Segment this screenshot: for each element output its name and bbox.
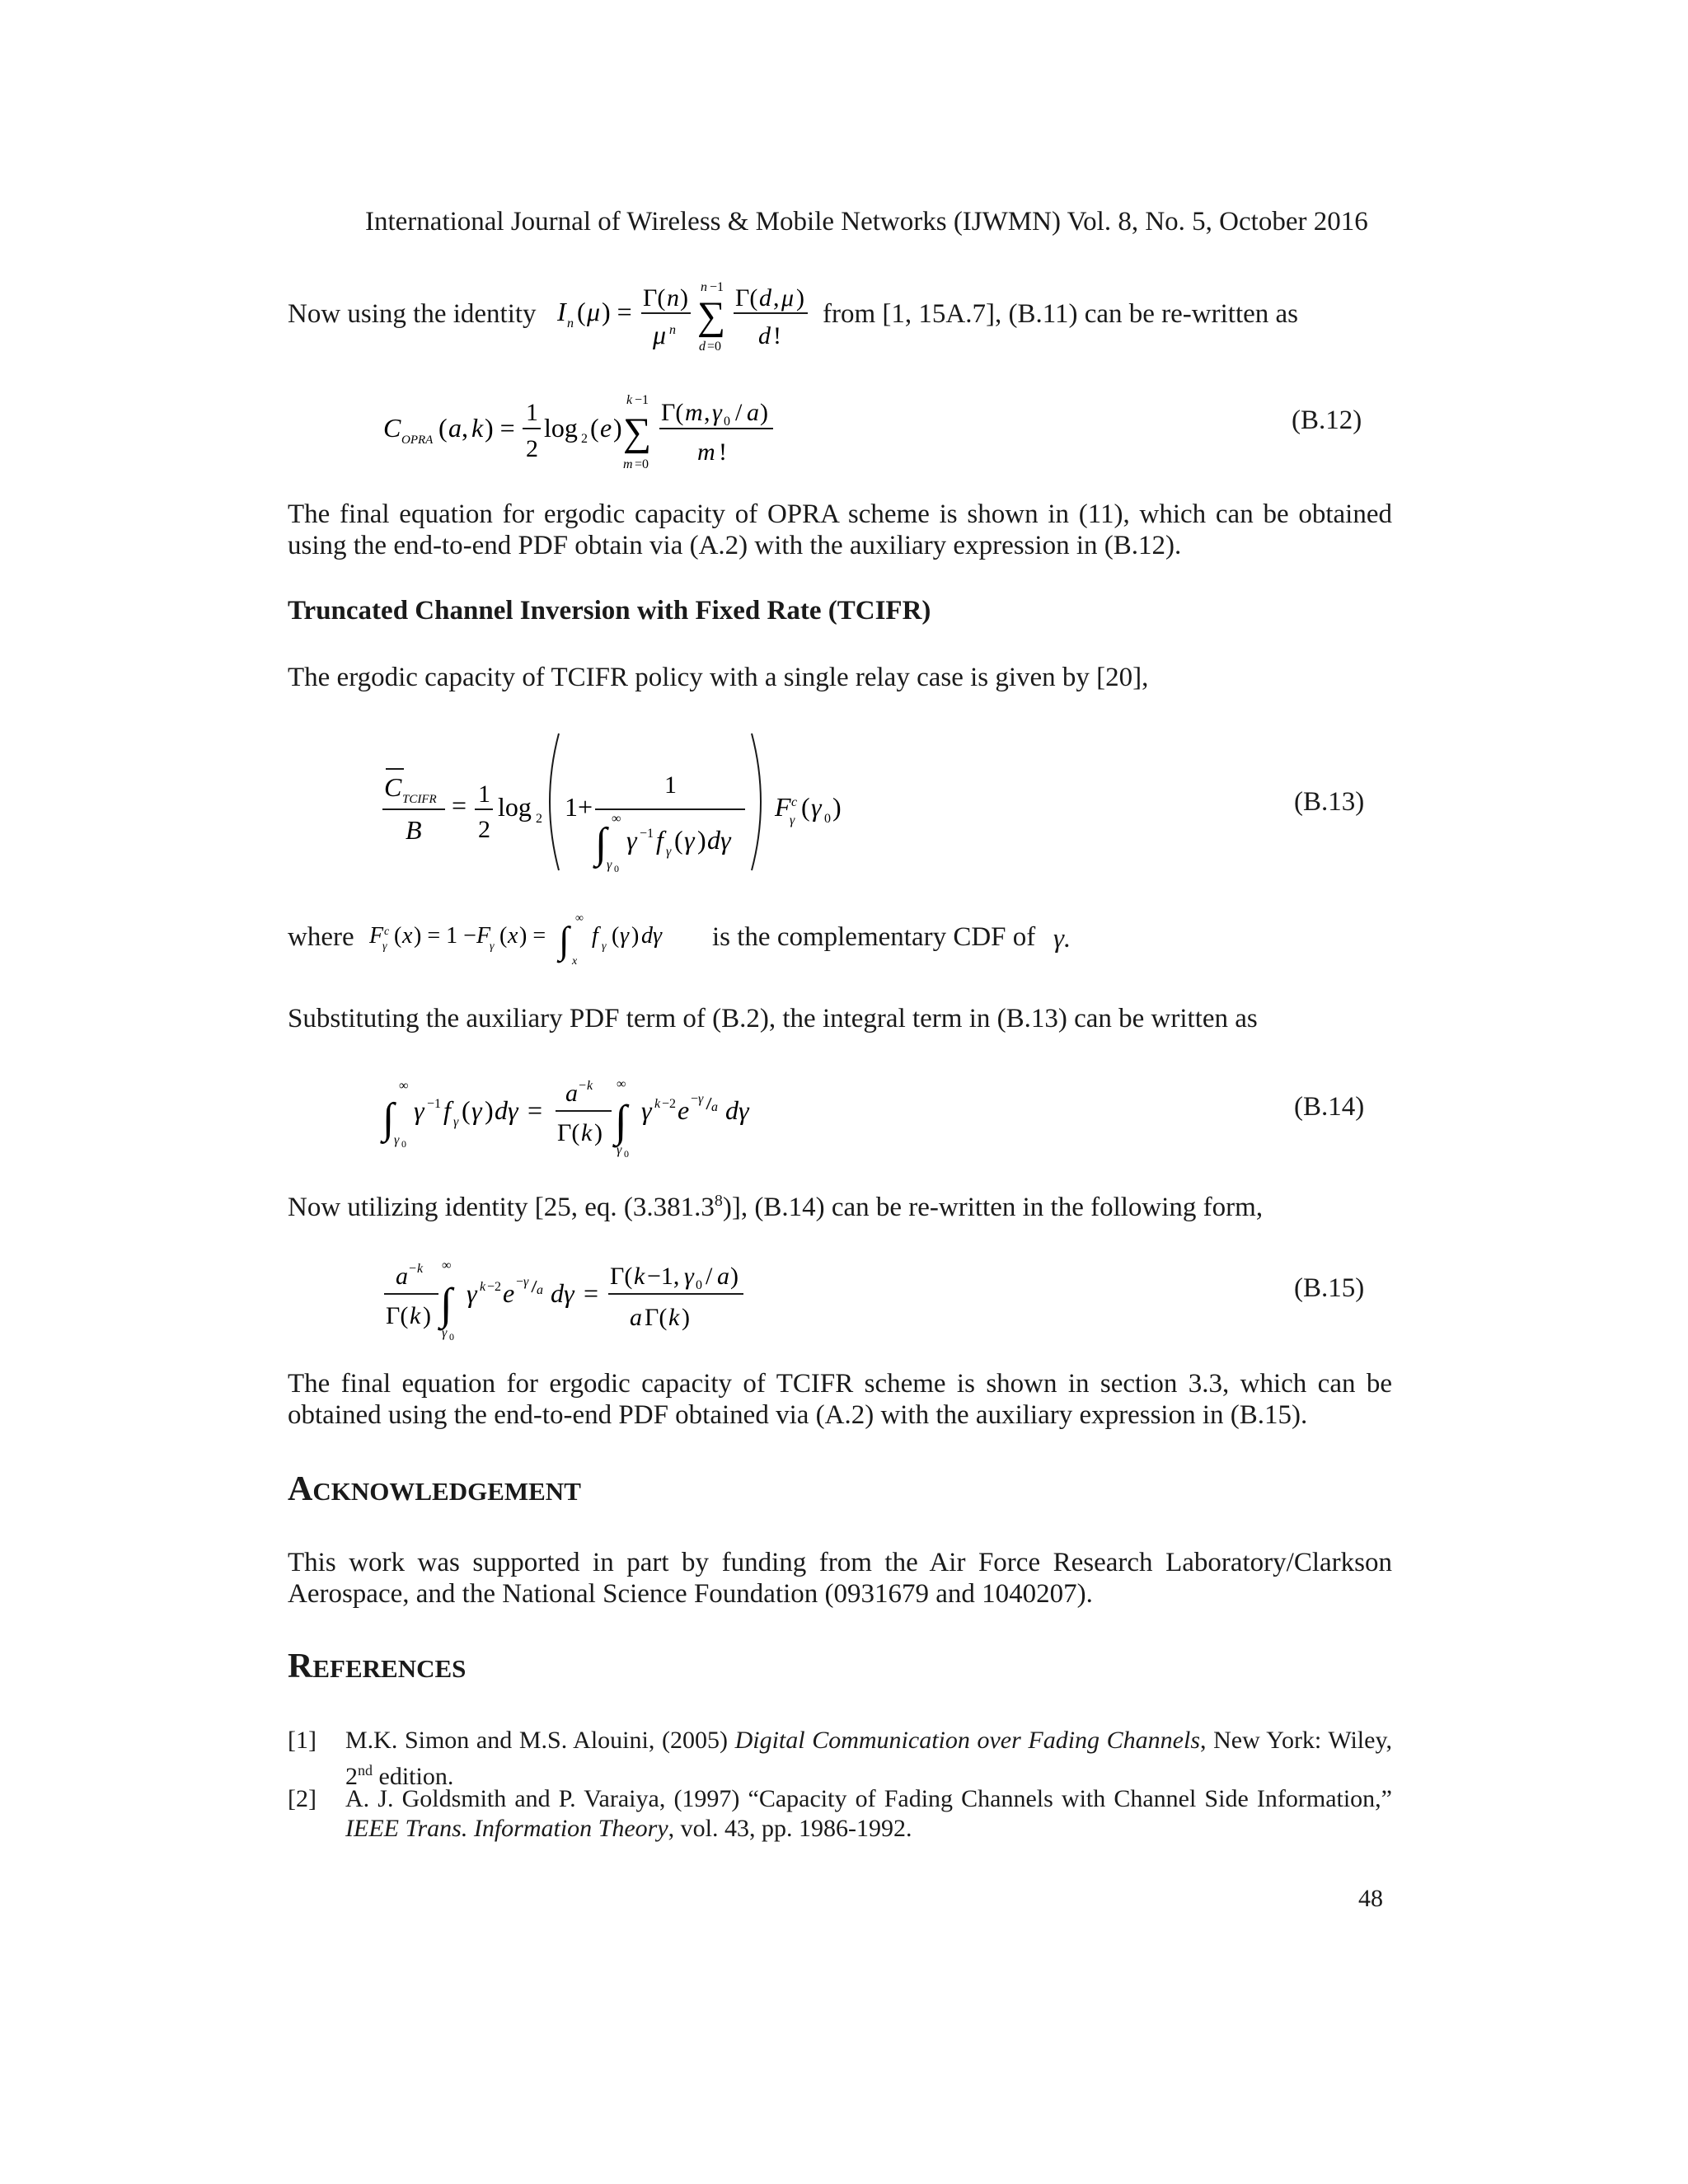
paragraph-tcifr-intro: The ergodic capacity of TCIFR policy with a single relay case is given by [20], — [288, 663, 1149, 692]
svg-text:f: f — [443, 1095, 451, 1125]
svg-text:k: k — [654, 1097, 661, 1111]
section-heading-references — [288, 1647, 466, 1686]
svg-text:γ: γ — [490, 940, 495, 953]
svg-text:−: − — [409, 1262, 417, 1276]
svg-text:∑: ∑ — [697, 294, 726, 338]
svg-text:γ: γ — [684, 825, 695, 855]
reference-number: [2] — [288, 1785, 316, 1812]
svg-text:a: a — [396, 1263, 408, 1290]
svg-text:): ) — [796, 284, 804, 312]
where-suffix: is the complementary CDF of — [712, 922, 1036, 952]
svg-text:Γ(: Γ( — [610, 1263, 633, 1290]
svg-text:log: log — [498, 792, 532, 822]
svg-text:γ: γ — [617, 1143, 622, 1157]
equation-b15 — [379, 1251, 758, 1350]
svg-text:F: F — [369, 923, 384, 949]
svg-text:a: a — [565, 1080, 578, 1107]
reference-details: , vol. 43, pp. 1986-1992. — [668, 1815, 912, 1842]
svg-text:γ: γ — [442, 1326, 448, 1340]
svg-text:e: e — [600, 413, 612, 443]
svg-text:): ) — [485, 1095, 494, 1125]
svg-text:(: ( — [499, 923, 508, 949]
reference-superscript: nd — [358, 1762, 373, 1779]
svg-text:=: = — [584, 1278, 599, 1308]
svg-text:γ: γ — [607, 858, 612, 872]
reference-edition: edition. — [373, 1763, 454, 1790]
equation-number-b13: (B.13) — [1294, 787, 1365, 817]
svg-text:−2: −2 — [487, 1280, 502, 1294]
svg-text:γ: γ — [712, 399, 722, 426]
svg-text:γ: γ — [467, 1278, 477, 1308]
svg-text:γ: γ — [382, 940, 387, 953]
paragraph-substituting: Substituting the auxiliary PDF term of (B.2), the integral term in (B.13) can be written as — [288, 1004, 1258, 1033]
reference-item — [288, 1726, 1392, 1792]
svg-text:=0: =0 — [635, 457, 649, 471]
svg-text:Γ(: Γ( — [557, 1119, 580, 1146]
svg-text:Γ(: Γ( — [735, 284, 758, 312]
svg-text:): ) — [697, 825, 706, 855]
complementary-cdf-equation — [363, 907, 709, 972]
svg-text:dγ: dγ — [725, 1095, 749, 1125]
paragraph-opra-final: The final equation for ergodic capacity of OPRA scheme is shown in (11), which can be obtained using the end-to-end PDF obtain via (A.2) with the auxiliary expression in (B.12). — [288, 499, 1392, 560]
svg-text:f: f — [592, 923, 598, 949]
svg-text:!: ! — [719, 438, 727, 466]
svg-text:γ: γ — [684, 1263, 694, 1290]
equation-b14 — [379, 1070, 767, 1160]
svg-text:1: 1 — [664, 771, 677, 799]
svg-text:n: n — [701, 280, 707, 294]
svg-text:μ: μ — [653, 320, 667, 349]
svg-text:TCIFR: TCIFR — [402, 793, 437, 806]
svg-text:γ: γ — [471, 1095, 482, 1125]
svg-text:γ: γ — [626, 825, 637, 855]
svg-text:n: n — [667, 284, 679, 312]
equation-b12 — [379, 387, 791, 478]
where-prefix: where — [288, 922, 354, 952]
svg-text:−1: −1 — [710, 280, 724, 294]
svg-text:γ: γ — [453, 1115, 459, 1129]
svg-text:1+: 1+ — [565, 792, 593, 822]
paragraph-utilizing-part-b: )], (B.14) can be re-written in the following form, — [722, 1193, 1264, 1222]
svg-text:(: ( — [462, 1095, 471, 1125]
svg-text:−2: −2 — [662, 1097, 677, 1111]
svg-text:=: = — [452, 790, 467, 820]
svg-text:−1: −1 — [640, 827, 654, 841]
svg-text:) =: ) = — [485, 413, 515, 443]
svg-text:I: I — [557, 297, 566, 326]
svg-text:d: d — [758, 322, 771, 349]
paragraph-utilizing-part-a: Now utilizing identity [25, eq. (3.381.3 — [288, 1193, 715, 1222]
svg-text:a: a — [537, 1283, 543, 1297]
svg-text:−1,: −1, — [647, 1263, 680, 1290]
svg-text:0: 0 — [696, 1278, 702, 1292]
svg-text:(: ( — [577, 297, 586, 326]
equation-b13 — [379, 724, 857, 880]
svg-text:a: a — [747, 399, 759, 426]
svg-text:k: k — [581, 1119, 593, 1146]
svg-text:2: 2 — [478, 816, 490, 843]
svg-text:γ: γ — [698, 1092, 704, 1106]
svg-text:∞: ∞ — [612, 812, 621, 826]
svg-text:−1: −1 — [427, 1097, 442, 1111]
svg-text:d: d — [699, 340, 706, 354]
svg-text:2: 2 — [536, 812, 542, 826]
equation-number-b15: (B.15) — [1294, 1273, 1365, 1303]
svg-text:−1: −1 — [635, 393, 649, 407]
svg-text:n: n — [567, 316, 574, 330]
svg-text:∞: ∞ — [442, 1258, 452, 1272]
svg-text:dγ: dγ — [551, 1278, 574, 1308]
svg-text:F: F — [775, 792, 791, 822]
svg-text:n: n — [669, 323, 676, 337]
svg-text:k: k — [410, 1302, 421, 1329]
svg-text:γ: γ — [790, 813, 795, 827]
svg-text:): ) — [730, 1263, 738, 1290]
svg-text:(: ( — [801, 792, 810, 822]
svg-text:d: d — [759, 284, 771, 312]
svg-text:(: ( — [674, 825, 683, 855]
svg-text:=: = — [528, 1095, 543, 1125]
svg-text:−: − — [516, 1275, 524, 1289]
svg-text:c: c — [384, 926, 390, 938]
svg-text:−: − — [691, 1092, 699, 1106]
svg-text:∫: ∫ — [382, 1095, 395, 1142]
svg-text:c: c — [791, 795, 798, 809]
reference-title: Digital Communication over Fading Channels — [734, 1727, 1201, 1754]
svg-text:1: 1 — [526, 399, 538, 426]
svg-text:F: F — [476, 923, 491, 949]
svg-text:): ) — [613, 413, 622, 443]
acknowledgement-initial: A — [288, 1470, 313, 1508]
reference-title: IEEE Trans. Information Theory — [345, 1815, 668, 1842]
svg-text:μ: μ — [781, 284, 795, 312]
svg-text:(: ( — [438, 413, 448, 443]
identity-line-suffix: from [1, 15A.7], (B.11) can be re-written as — [823, 299, 1299, 329]
svg-text:C: C — [384, 772, 402, 802]
svg-text:e: e — [678, 1095, 690, 1125]
svg-text:): ) — [631, 923, 640, 949]
svg-text:−: − — [579, 1079, 587, 1093]
paragraph-tcifr-final: The final equation for ergodic capacity of TCIFR scheme is shown in section 3.3, which can be obtained using the end-to-end PDF obtained via (A.2) with the auxiliary expression in (B.15). — [288, 1369, 1392, 1430]
svg-text:0: 0 — [614, 863, 619, 874]
svg-text:): ) — [760, 399, 768, 426]
svg-text:!: ! — [773, 322, 781, 349]
svg-text:dγ: dγ — [641, 923, 663, 949]
svg-text:m: m — [623, 457, 633, 471]
svg-text:Γ(: Γ( — [386, 1302, 409, 1329]
svg-text:γ: γ — [414, 1095, 424, 1125]
svg-text:a: a — [448, 413, 462, 443]
svg-text:): ) — [423, 1302, 431, 1329]
svg-text:Γ(: Γ( — [645, 1304, 668, 1331]
svg-text:B: B — [406, 815, 422, 845]
svg-text:1: 1 — [478, 780, 490, 808]
svg-text:,: , — [462, 413, 468, 443]
svg-text:k: k — [417, 1262, 424, 1276]
section-heading-tcifr: Truncated Channel Inversion with Fixed Rate (TCIFR) — [288, 596, 931, 626]
svg-text:0: 0 — [624, 1148, 629, 1160]
acknowledgement-text: This work was supported in part by funding from the Air Force Research Laboratory/Clarkson Aerospace, and the National Science Foundation (0931679 and 1040207). — [288, 1548, 1392, 1609]
svg-text:∫: ∫ — [595, 820, 607, 867]
svg-text:=0: =0 — [707, 340, 722, 354]
paragraph-utilizing — [288, 1185, 1263, 1223]
svg-text:0: 0 — [449, 1331, 454, 1343]
svg-text:(: ( — [612, 923, 620, 949]
svg-text:∞: ∞ — [617, 1077, 626, 1091]
svg-text:∫: ∫ — [615, 1096, 627, 1146]
svg-text:dγ: dγ — [495, 1095, 518, 1125]
svg-text:a: a — [711, 1100, 718, 1114]
svg-text:2: 2 — [581, 432, 588, 446]
svg-text:Γ(: Γ( — [643, 284, 666, 312]
reference-text — [345, 1726, 1392, 1792]
svg-text:e: e — [503, 1278, 515, 1308]
svg-text:γ: γ — [620, 923, 630, 949]
svg-text:γ: γ — [811, 792, 822, 822]
reference-item — [288, 1784, 1392, 1844]
svg-text:C: C — [383, 413, 401, 443]
svg-text:γ: γ — [602, 940, 607, 953]
footnote-superscript: 8 — [714, 1192, 723, 1210]
svg-text:) =: ) = — [519, 923, 546, 949]
identity-line-prefix: Now using the identity — [288, 299, 537, 329]
svg-text:μ: μ — [587, 297, 601, 326]
svg-text:): ) — [682, 1304, 690, 1331]
svg-text:Γ(: Γ( — [661, 399, 684, 426]
svg-text:γ: γ — [394, 1133, 400, 1147]
svg-text:a: a — [717, 1263, 729, 1290]
svg-text:k: k — [668, 1304, 680, 1331]
reference-authors: M.K. Simon and M.S. Alouini, (2005) — [345, 1727, 735, 1754]
gamma-symbol: γ. — [1053, 924, 1071, 954]
svg-text:dγ: dγ — [707, 825, 731, 855]
section-heading-acknowledgement — [288, 1469, 581, 1509]
svg-text:k: k — [480, 1280, 486, 1294]
svg-text:): ) — [680, 284, 688, 312]
svg-text:log: log — [544, 413, 578, 443]
svg-text:∞: ∞ — [399, 1079, 409, 1093]
svg-text:x: x — [572, 955, 578, 968]
svg-text:∫: ∫ — [440, 1279, 452, 1329]
svg-text:) =: ) = — [602, 297, 632, 326]
svg-text:): ) — [832, 792, 842, 822]
svg-text:x: x — [402, 923, 413, 949]
svg-text:∞: ∞ — [575, 912, 584, 925]
reference-text — [345, 1784, 1392, 1844]
svg-text:m: m — [685, 399, 703, 426]
reference-authors: A. J. Goldsmith and P. Varaiya, (1997) “Capacity of Fading Channels with Channel Side Information,” — [345, 1785, 1392, 1812]
svg-text:k: k — [634, 1263, 645, 1290]
svg-text:0: 0 — [824, 812, 831, 826]
svg-text:∫: ∫ — [559, 919, 570, 961]
references-heading-rest: EFERENCES — [312, 1654, 467, 1683]
references-initial: R — [288, 1647, 313, 1685]
reference-details: , New York: Wiley, 2 — [345, 1727, 1392, 1790]
running-header: International Journal of Wireless & Mobile Networks (IJWMN) Vol. 8, No. 5, October 2016 — [365, 207, 1368, 237]
svg-text:(: ( — [394, 923, 402, 949]
svg-text:/: / — [735, 399, 743, 426]
svg-text:,: , — [773, 284, 780, 312]
reference-number: [1] — [288, 1727, 316, 1754]
svg-text:(: ( — [590, 413, 599, 443]
svg-text:/: / — [706, 1263, 713, 1290]
equation-number-b14: (B.14) — [1294, 1092, 1365, 1122]
svg-text:): ) — [594, 1119, 603, 1146]
identity-equation — [551, 276, 827, 359]
svg-text:x: x — [508, 923, 518, 949]
svg-text:m: m — [697, 438, 715, 466]
svg-text:∑: ∑ — [623, 410, 652, 454]
svg-text:f: f — [656, 825, 663, 855]
svg-text:,: , — [704, 399, 710, 426]
acknowledgement-heading-rest: CKNOWLEDGEMENT — [312, 1477, 581, 1506]
svg-text:γ: γ — [666, 845, 672, 859]
svg-text:0: 0 — [724, 415, 730, 429]
svg-text:) = 1 −: ) = 1 − — [414, 923, 476, 949]
svg-text:0: 0 — [401, 1138, 406, 1150]
svg-text:2: 2 — [526, 435, 538, 462]
svg-text:γ: γ — [523, 1275, 529, 1289]
svg-text:a: a — [630, 1304, 642, 1331]
svg-text:k: k — [587, 1079, 593, 1093]
equation-number-b12: (B.12) — [1292, 405, 1362, 435]
svg-text:k: k — [471, 413, 484, 443]
page-number: 48 — [1358, 1885, 1383, 1912]
svg-text:OPRA: OPRA — [401, 434, 434, 447]
svg-text:γ: γ — [641, 1095, 652, 1125]
svg-text:k: k — [626, 393, 633, 407]
